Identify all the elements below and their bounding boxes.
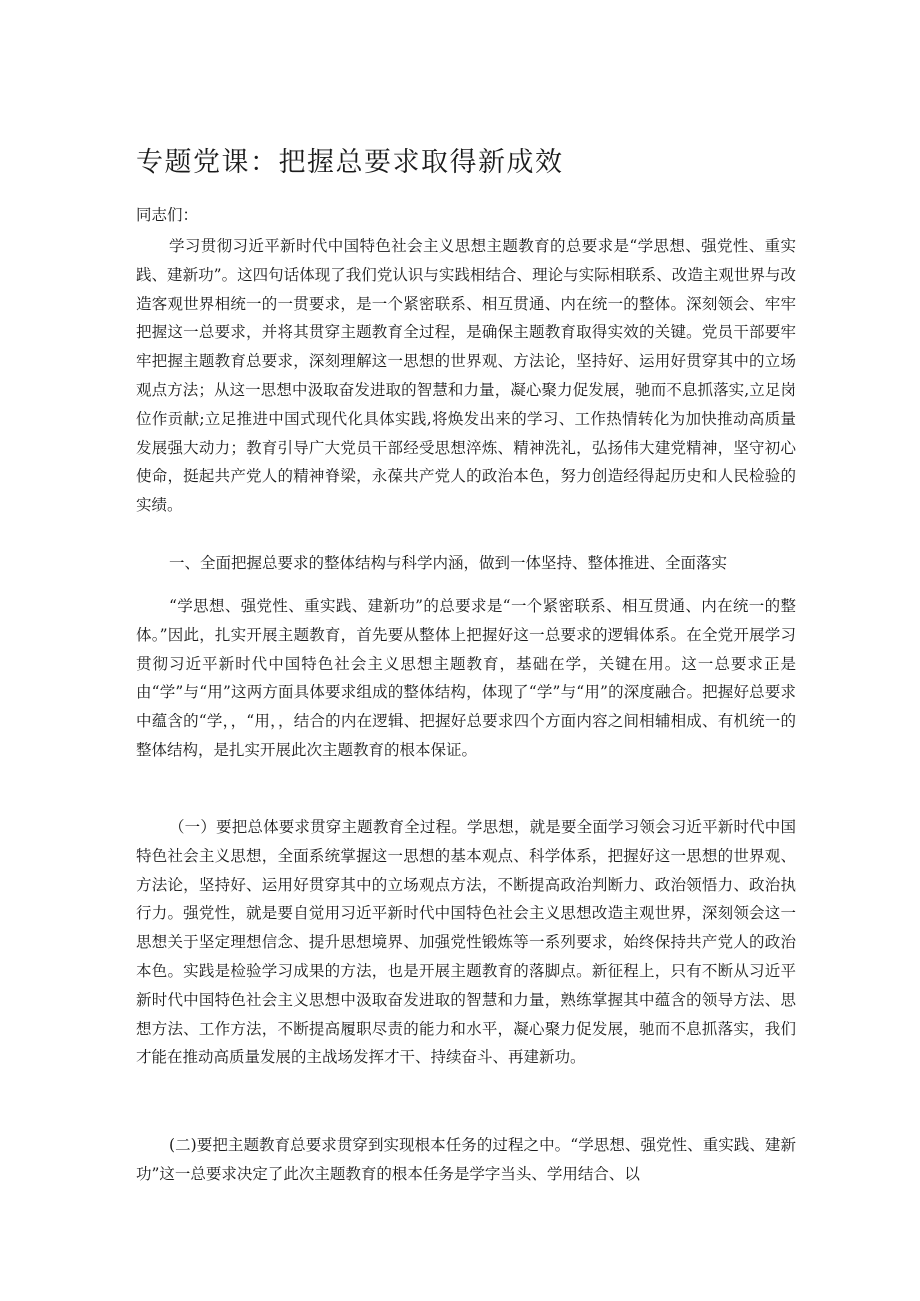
body-paragraph-subsection-2: (二)要把主题教育总要求贯穿到实现根本任务的过程之中。“学思想、强党性、重实践、建新功”这一总要求决定了此次主题教育的根本任务是学字当头、学用结合、以 <box>136 1136 796 1183</box>
section-heading-1: 一、全面把握总要求的整体结构与科学内涵，做到一体坚持、整体推进、全面落实 <box>169 554 728 572</box>
document-title: 专题党课：把握总要求取得新成效 <box>136 147 564 178</box>
body-paragraph-intro: 学习贯彻习近平新时代中国特色社会主义思想主题教育的总要求是“学思想、强党性、重实践、建新功”。这四句话体现了我们党认识与实践相结合、理论与实际相联系、改造主观世界与改造客观世界相统一的一贯要求，是一个紧密联系、相互贯通、内在统一的整体。深刻领会、牢牢把握这一总要求，并将其贯穿主题教育全过程，是确保主题教育取得实效的关键。党员干部要牢牢把握主题教育总要求，深刻理解这一思想的世界观、方法论，坚持好、运用好贯穿其中的立场观点方法；从这一思想中汲取奋发进取的智慧和力量，凝心聚力促发展，驰而不息抓落实,立足岗位作贡献;立足推进中国式现代化具体实践,将焕发出来的学习、工作热情转化为加快推动高质量发展强大动力；教育引导广大党员干部经受思想淬炼、精神洗礼，弘扬伟大建党精神，坚守初心使命，挺起共产党人的精神脊梁，永葆共产党人的政治本色，努力创造经得起历史和人民检验的实绩。 <box>136 237 796 515</box>
body-paragraph-overall-structure: “学思想、强党性、重实践、建新功”的总要求是“一个紧密联系、相互贯通、内在统一的整体。”因此，扎实开展主题教育，首先要从整体上把握好这一总要求的逻辑体系。在全党开展学习贯彻习近平新时代中国特色社会主义思想主题教育，基础在学，关键在用。这一总要求正是由“学”与“用”这两方面具体要求组成的整体结构，体现了“学”与“用”的深度融合。把握好总要求中蕴含的“学，，“用，，结合的内在逻辑、把握好总要求四个方面内容之间相辅相成、有机统一的整体结构，是扎实开展此次主题教育的根本保证。 <box>136 597 796 759</box>
body-paragraph-subsection-1: （一）要把总体要求贯穿主题教育全过程。学思想，就是要全面学习领会习近平新时代中国特色社会主义思想，全面系统掌握这一思想的基本观点、科学体系，把握好这一思想的世界观、方法论，坚持好、运用好贯穿其中的立场观点方法，不断提高政治判断力、政治领悟力、政治执行力。强党性，就是要自觉用习近平新时代中国特色社会主义思想改造主观世界，深刻领会这一思想关于坚定理想信念、提升思想境界、加强党性锻炼等一系列要求，始终保持共产党人的政治本色。实践是检验学习成果的方法，也是开展主题教育的落脚点。新征程上，只有不断从习近平新时代中国特色社会主义思想中汲取奋发进取的智慧和力量，熟练掌握其中蕴含的领导方法、思想方法、工作方法，不断提高履职尽责的能力和水平，凝心聚力促发展，驰而不息抓落实，我们才能在推动高质量发展的主战场发挥才干、持续奋斗、再建新功。 <box>136 818 796 1067</box>
greeting: 同志们： <box>136 206 199 224</box>
